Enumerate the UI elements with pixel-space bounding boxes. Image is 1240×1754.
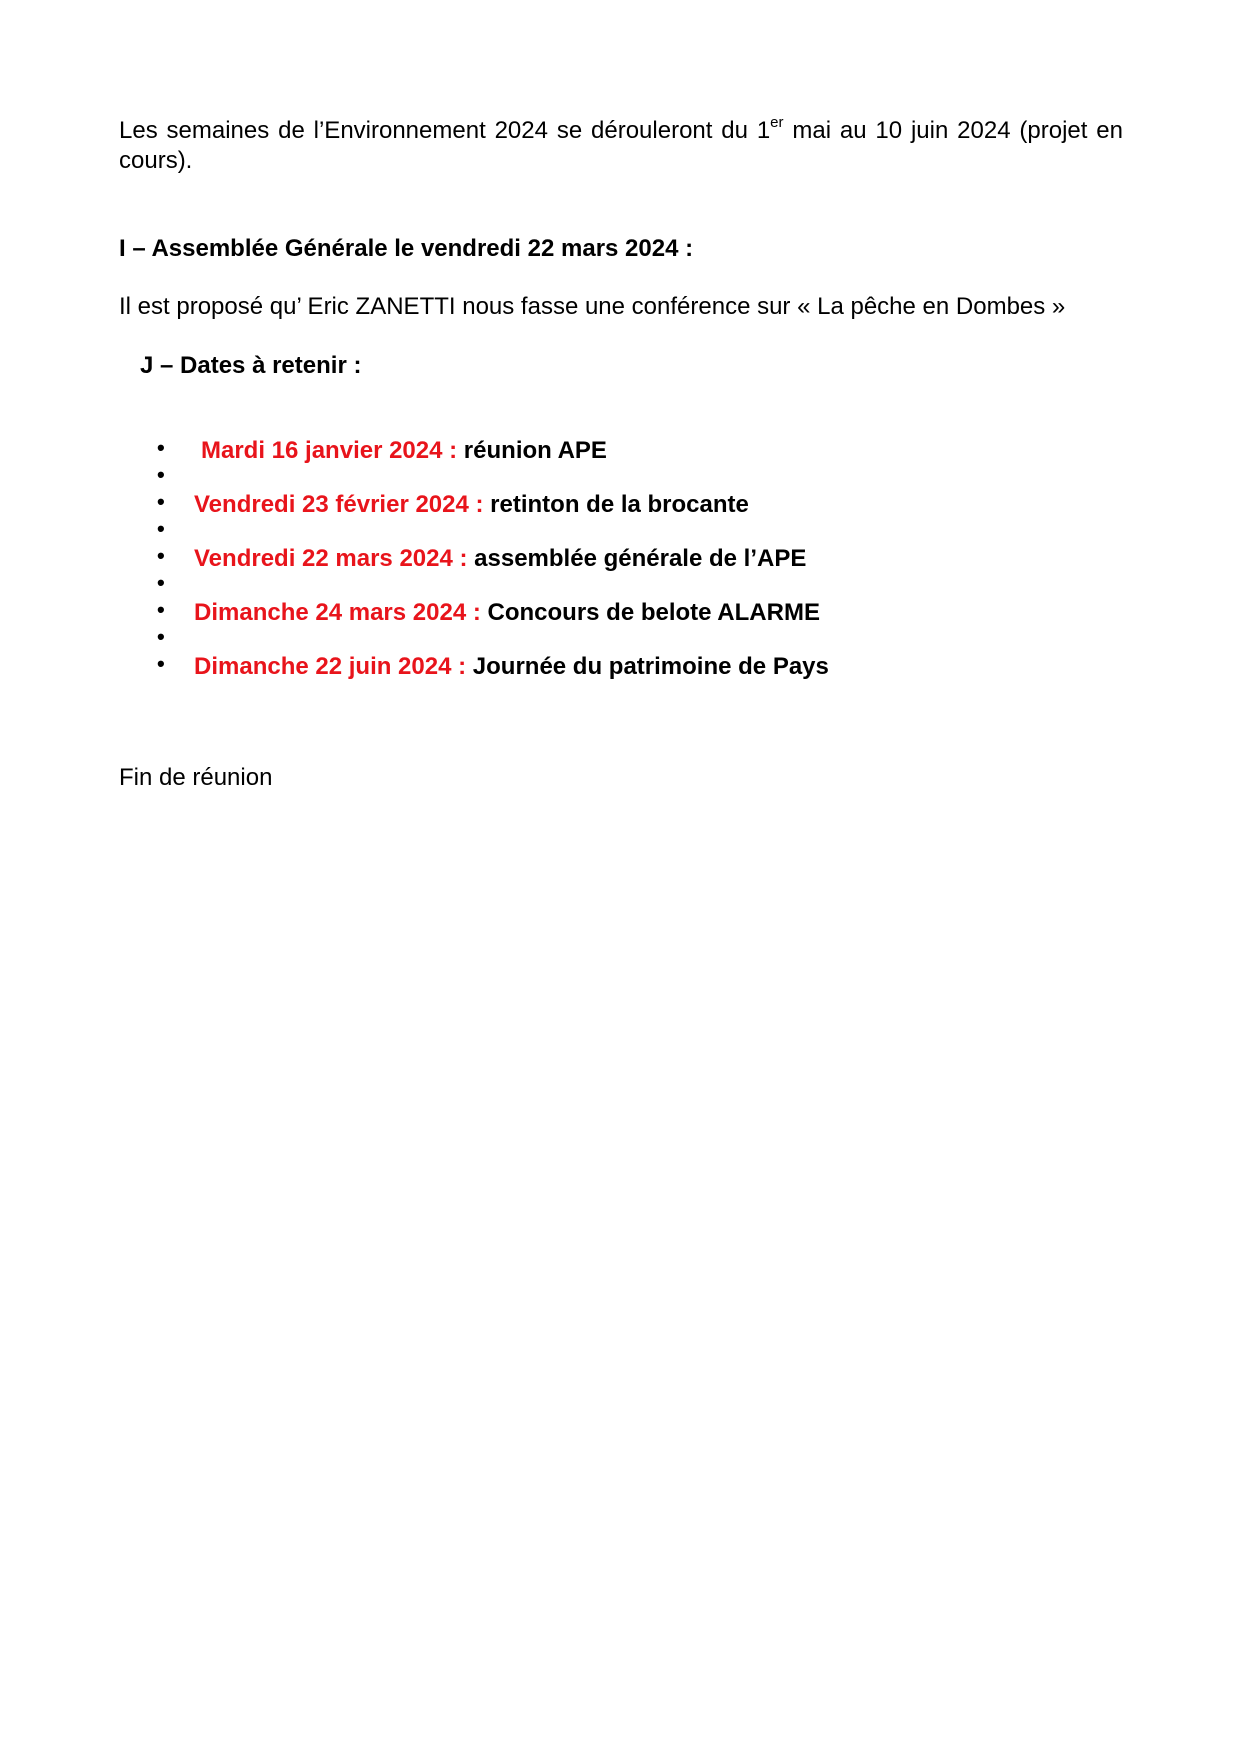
list-item (194, 490, 749, 520)
list-item (194, 598, 820, 628)
list-item (194, 652, 829, 682)
section-i-heading: I – Assemblée Générale le vendredi 22 mars 2024 : (119, 235, 694, 262)
bullet-marker: • (157, 543, 165, 568)
section-j-heading: J – Dates à retenir : (140, 352, 362, 379)
intro-text-start: Les semaines de l’Environnement 2024 se dérouleront du 1 (119, 117, 771, 144)
list-item (194, 544, 806, 574)
list-item-description: réunion APE (457, 437, 607, 464)
list-item-date: Vendredi 23 février 2024 : (194, 491, 484, 518)
list-item-date: Mardi 16 janvier 2024 : (201, 437, 458, 464)
intro-superscript: er (770, 114, 784, 131)
list-item (201, 436, 607, 466)
closing-text: Fin de réunion (119, 764, 273, 791)
section-i-text: Il est proposé qu’ Eric ZANETTI nous fasse une conférence sur « La pêche en Dombes » (119, 293, 1066, 320)
list-item-description: Concours de belote ALARME (480, 599, 820, 626)
list-item-description: assemblée générale de l’APE (467, 545, 807, 572)
bullet-marker: • (157, 489, 165, 514)
list-item-date: Dimanche 24 mars 2024 : (194, 599, 481, 626)
list-item-date: Dimanche 22 juin 2024 : (194, 653, 467, 680)
bullet-marker: • (157, 597, 165, 622)
bullet-marker: • (157, 435, 165, 460)
list-item-date: Vendredi 22 mars 2024 : (194, 545, 468, 572)
intro-text-end: mai au 10 juin 2024 (projet en cours). (119, 117, 1123, 174)
bullet-marker: • (157, 516, 165, 541)
list-item-description: retinton de la brocante (483, 491, 749, 518)
bullet-marker: • (157, 462, 165, 487)
bullet-marker: • (157, 570, 165, 595)
bullet-marker: • (157, 651, 165, 676)
list-item-description: Journée du patrimoine de Pays (466, 653, 829, 680)
intro-paragraph (119, 116, 1123, 176)
bullet-marker: • (157, 624, 165, 649)
